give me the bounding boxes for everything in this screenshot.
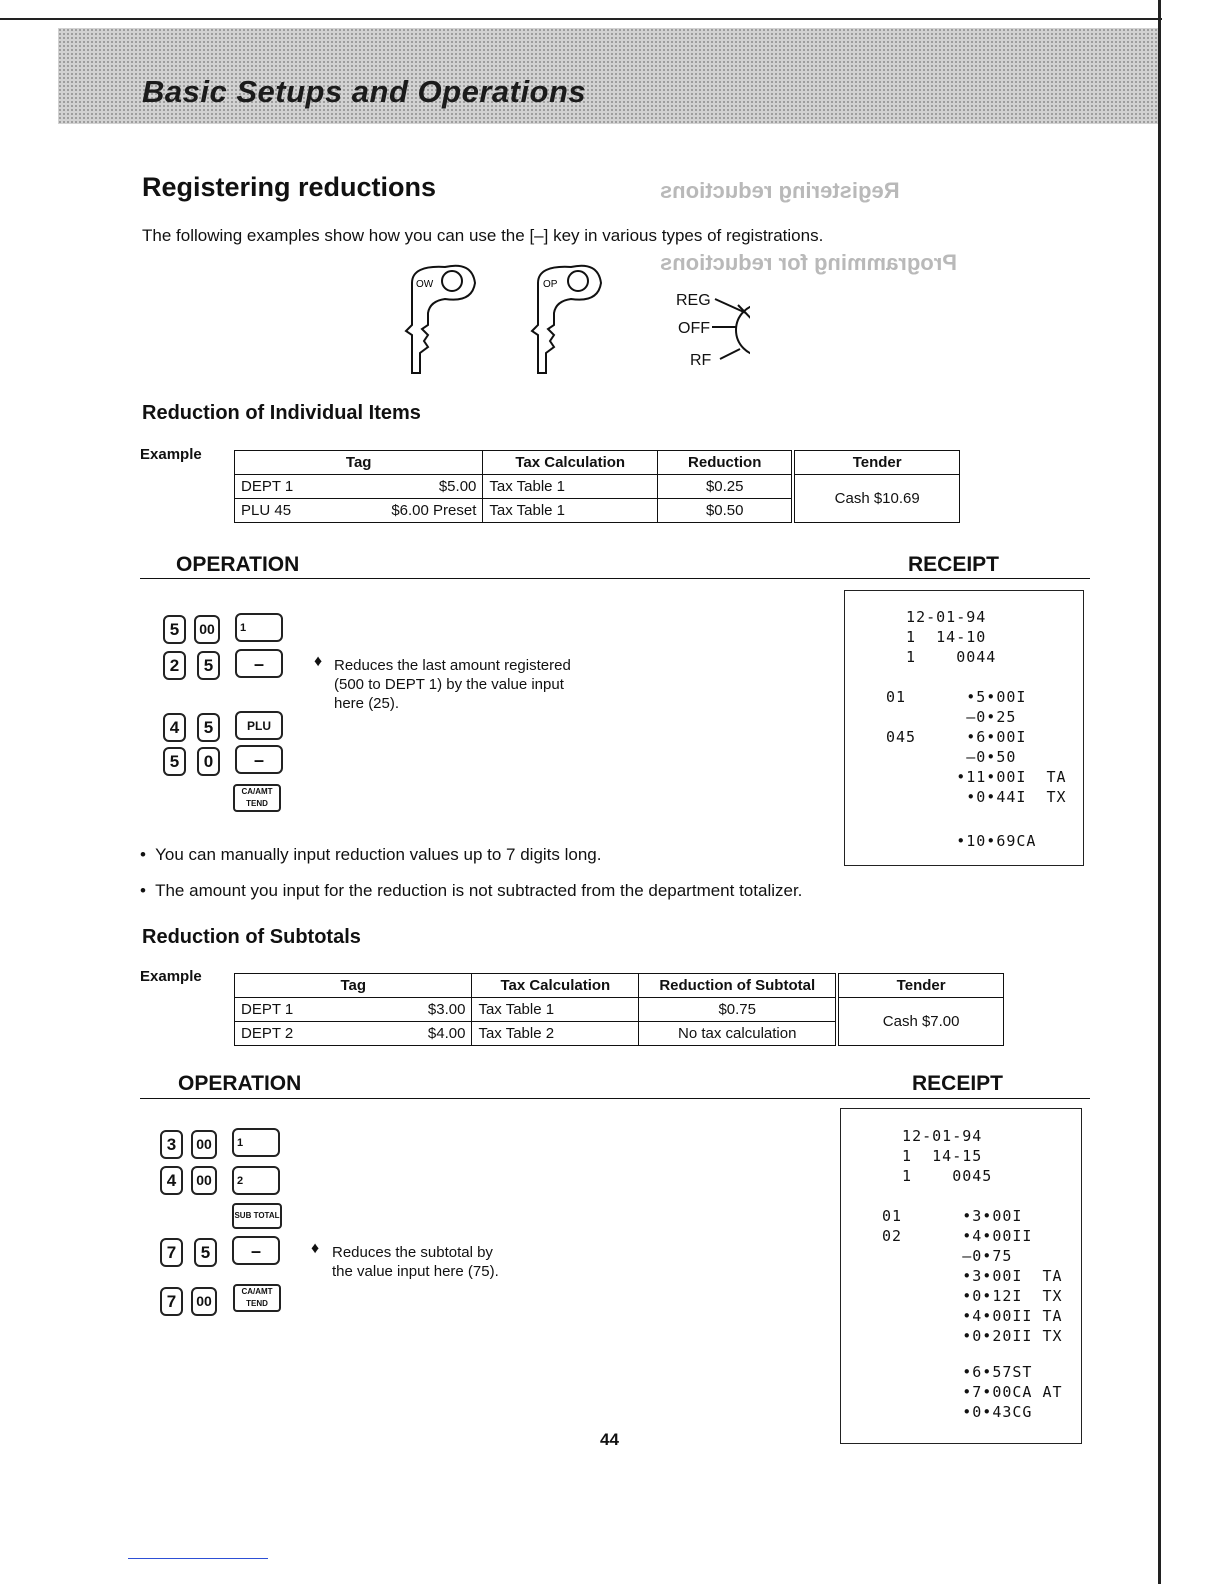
operation-note: Reduces the subtotal by the value input here (75). [332,1244,499,1280]
key-4[interactable]: 4 [160,1166,183,1195]
item-amount: $6.00 Preset [391,502,477,519]
reduction-value: $0.75 [639,998,838,1022]
tax-calc: Tax Table 1 [472,998,639,1022]
reduction-value: $0.50 [658,499,794,523]
receipt-heading: RECEIPT [912,1072,1004,1095]
table-row [235,475,960,499]
tender-value: Cash $7.00 [837,998,1003,1046]
page-number: 44 [600,1430,619,1449]
key-7[interactable]: 7 [160,1238,183,1267]
example-label: Example [140,446,202,463]
operation-heading: OPERATION [176,553,300,576]
intro-text: The following examples show how you can use the [–] key in various types of registrations. [142,226,824,245]
table-header: Tag [235,451,483,475]
key-5[interactable]: 5 [163,615,186,644]
key-plu[interactable]: PLU [235,711,283,740]
key-subtotal[interactable]: SUB TOTAL [232,1203,282,1229]
key-minus[interactable]: – [232,1236,280,1265]
mode-rf-label: RF [690,352,712,369]
item-amount: $5.00 [438,478,477,495]
example-label: Example [140,968,202,985]
section-title: Reduction of Individual Items [142,402,421,424]
section-rule [140,578,1090,579]
bullet-item: • The amount you input for the reduction is not subtracted from the department totalizer. [140,881,803,900]
table-header: Tax Calculation [472,974,639,998]
reduction-value: $0.25 [658,475,794,499]
table-header: Reduction [658,451,794,475]
mode-off-label: OFF [678,320,710,337]
page-title: Registering reductions [142,172,437,202]
key-00[interactable]: 00 [191,1130,217,1159]
op-key-label: OP [543,279,558,290]
mode-switch-dial-icon [712,299,750,359]
table-header: Tax Calculation [483,451,658,475]
key-5[interactable]: 5 [197,651,220,680]
key-5[interactable]: 5 [194,1238,217,1267]
item-name: DEPT 2 [241,1025,294,1042]
table-header: Tender [793,451,959,475]
example-table [234,973,1004,1046]
tax-calc: Tax Table 2 [472,1022,639,1046]
tax-calc: Tax Table 1 [483,499,658,523]
item-amount: $4.00 [427,1025,466,1042]
note-arrow-icon: ♦ [311,1240,320,1257]
table-header: Tender [837,974,1003,998]
item-amount: $3.00 [427,1001,466,1018]
bullet-item: • You can manually input reduction values up to 7 digits long. [140,845,602,864]
top-rule [0,18,1162,20]
key-minus[interactable]: – [235,649,283,678]
note-arrow-icon: ♦ [314,653,323,670]
item-name: PLU 45 [241,502,292,519]
key-5[interactable]: 5 [197,713,220,742]
key-00[interactable]: 00 [191,1166,217,1195]
tax-calc: Tax Table 1 [483,475,658,499]
item-name: DEPT 1 [241,478,294,495]
table-header: Tag [235,974,472,998]
example-table [234,450,960,523]
key-minus[interactable]: – [235,745,283,774]
table-row [235,998,1004,1022]
table-header: Reduction of Subtotal [639,974,838,998]
key-ca-amt-tend[interactable]: CA/AMT TEND [233,1284,281,1312]
mode-reg-label: REG [676,292,711,309]
reduction-value: No tax calculation [639,1022,838,1046]
ow-key-label: OW [416,279,434,290]
key-2[interactable]: 2 [163,651,186,680]
key-00[interactable]: 00 [194,615,220,644]
key-0[interactable]: 0 [197,747,220,776]
item-name: DEPT 1 [241,1001,294,1018]
banner-title: Basic Setups and Operations [142,74,587,109]
footer-rule [128,1558,268,1559]
key-7[interactable]: 7 [160,1287,183,1316]
key-3[interactable]: 3 [160,1130,183,1159]
key-dept-2[interactable]: 2 [232,1166,280,1195]
key-ca-amt-tend[interactable]: CA/AMT TEND [233,784,281,812]
receipt-heading: RECEIPT [908,553,1000,576]
section-rule [140,1098,1090,1099]
bleed-through-text: Programming for reductions [660,250,958,275]
key-dept-1[interactable]: 1 [232,1128,280,1157]
key-5[interactable]: 5 [163,747,186,776]
key-00[interactable]: 00 [191,1287,217,1316]
tender-value: Cash $10.69 [793,475,959,523]
key-dept-1[interactable]: 1 [235,613,283,642]
right-edge-rule [1158,0,1161,1584]
section-title: Reduction of Subtotals [142,926,361,948]
operation-heading: OPERATION [178,1072,302,1095]
key-4[interactable]: 4 [163,713,186,742]
operation-note: Reduces the last amount registered (500 to DEPT 1) by the value input here (25). [334,657,571,712]
bleed-through-text: Registering reductions [660,178,900,203]
